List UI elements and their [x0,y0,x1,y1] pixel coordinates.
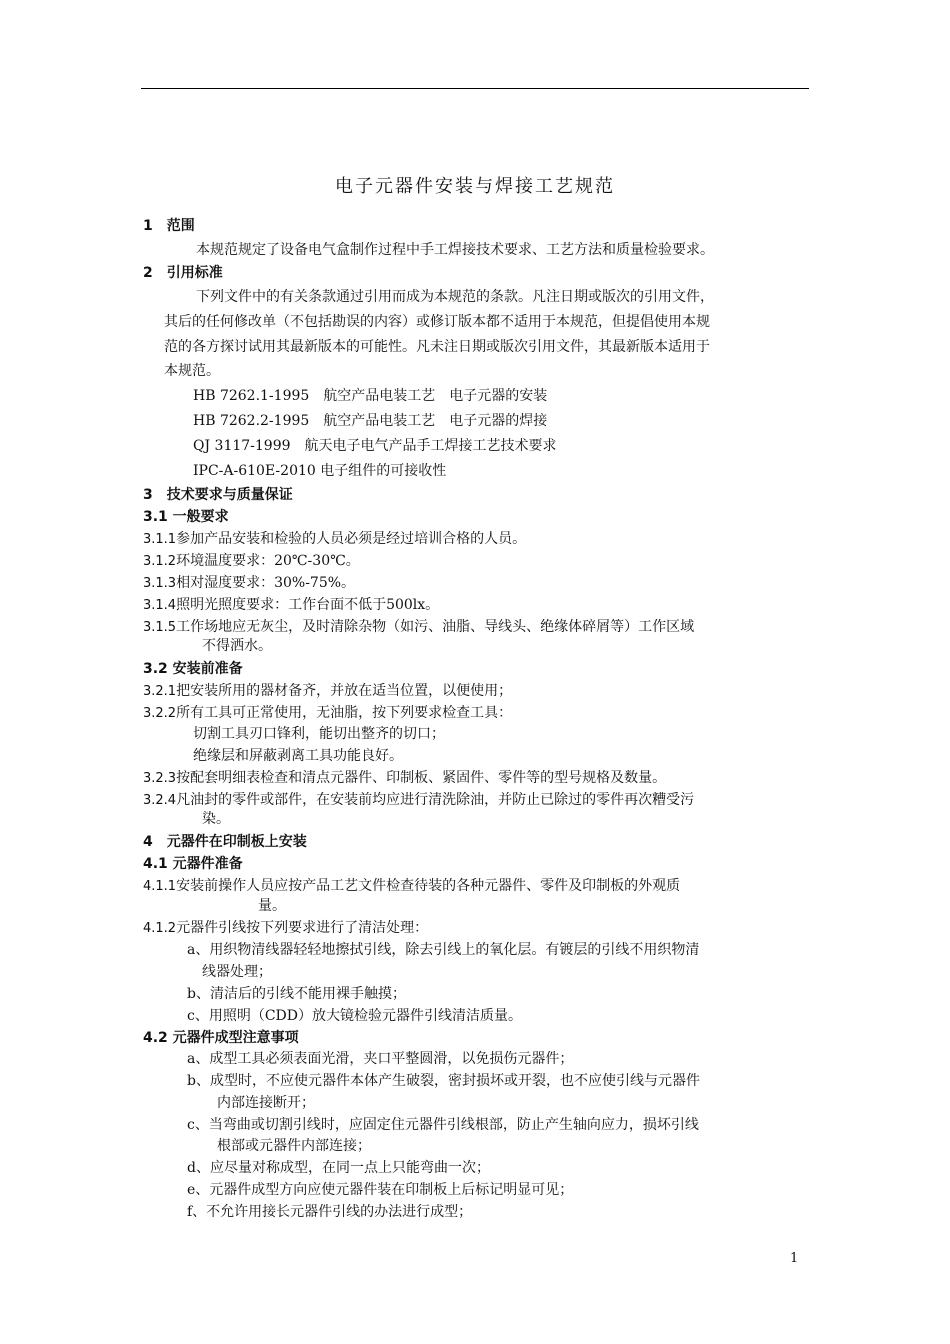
clause-number: 3.1.4 [143,598,177,613]
list-item-continuation: 根部或元器件内部连接； [217,1138,371,1154]
page-number: 1 [790,1251,799,1266]
list-item: c、当弯曲或切割引线时，应固定住元器件引线根部，防止产生轴向应力，损坏引线 [187,1117,699,1133]
section-4-2-heading: 4.2 元器件成型注意事项 [143,1030,299,1046]
clause-4-1-1 [143,876,680,897]
document-title: 电子元器件安装与焊接工艺规范 [335,176,615,197]
clause-number: 3.1.3 [143,576,177,591]
clause-3-1-5 [143,617,694,638]
clause-number: 3.1.5 [143,620,177,635]
list-item: f、不允许用接长元器件引线的办法进行成型； [187,1204,473,1220]
list-item: d、应尽量对称成型，在同一点上只能弯曲一次； [187,1160,490,1176]
list-item: a、成型工具必须表面光滑，夹口平整圆滑，以免损伤元器件； [187,1051,574,1067]
section-2-paragraph-line: 范的各方探讨试用其最新版本的可能性。凡未注日期或版次引用文件，其最新版本适用于 [164,339,710,355]
reference-item: IPC-A-610E-2010 电子组件的可接收性 [193,463,447,479]
clause-number: 3.2.1 [143,684,177,699]
tool-requirement: 绝缘层和屏蔽剥离工具功能良好。 [193,748,403,764]
clause-text: 工作场地应无灰尘，及时清除杂物（如污、油脂、导线头、绝缘体碎屑等）工作区域 [176,619,695,635]
section-2-paragraph-line: 本规范。 [164,363,220,379]
clause-continuation: 染。 [202,811,230,827]
clause-continuation: 不得洒水。 [202,638,272,654]
list-item: e、元器件成型方向应使元器件装在印制板上后标记明显可见； [187,1182,574,1198]
section-2-paragraph-line: 其后的任何修改单（不包括勘误的内容）或修订版本都不适用于本规范，但提倡使用本规 [164,314,710,330]
header-rule [141,88,809,89]
clause-3-1-1 [143,529,526,550]
section-3-heading: 3 技术要求与质量保证 [143,487,293,503]
reference-item: QJ 3117-1999 航天电子电气产品手工焊接工艺技术要求 [193,438,557,454]
list-item: b、成型时，不应使元器件本体产生破裂，密封损坏或开裂，也不应使引线与元器件 [187,1073,700,1089]
list-item-continuation: 内部连接断开； [217,1095,315,1111]
clause-3-1-3 [143,573,355,594]
clause-3-1-4 [143,595,439,616]
clause-number: 4.1.2 [143,921,177,936]
clause-text: 照明光照度要求：工作台面不低于500lx。 [176,597,440,613]
clause-text: 相对湿度要求：30%-75%。 [176,575,356,591]
list-item: c、用照明（CDD）放大镜检验元器件引线清洁质量。 [187,1008,523,1024]
clause-continuation: 量。 [258,898,286,914]
reference-item: HB 7262.1-1995 航空产品电装工艺 电子元器的安装 [193,388,548,404]
clause-number: 3.2.4 [143,793,177,808]
section-3-1-heading: 3.1 一般要求 [143,509,229,525]
section-1-heading: 1 范围 [143,218,195,234]
section-3-2-heading: 3.2 安装前准备 [143,661,243,677]
clause-3-2-4 [143,790,694,811]
clause-number: 3.1.1 [143,532,177,547]
section-2-paragraph-line: 下列文件中的有关条款通过引用而成为本规范的条款。凡注日期或版次的引用文件， [196,289,714,305]
clause-text: 按配套明细表检查和清点元器件、印制板、紧固件、零件等的型号规格及数量。 [176,770,667,786]
clause-number: 3.2.2 [143,706,177,721]
clause-text: 参加产品安装和检验的人员必须是经过培训合格的人员。 [176,531,527,547]
clause-text: 环境温度要求：20℃-30℃。 [176,553,360,569]
section-1-paragraph: 本规范规定了设备电气盒制作过程中手工焊接技术要求、工艺方法和质量检验要求。 [196,242,714,258]
clause-4-1-2 [143,918,428,939]
list-item: b、清洁后的引线不能用裸手触摸； [187,986,406,1002]
clause-text: 安装前操作人员应按产品工艺文件检查待装的各种元器件、零件及印制板的外观质 [176,878,681,894]
list-item: a、用织物清线器轻轻地擦拭引线，除去引线上的氧化层。有镀层的引线不用织物清 [187,942,700,958]
clause-3-2-3 [143,768,666,789]
clause-3-2-1 [143,681,512,702]
clause-number: 3.1.2 [143,554,177,569]
clause-text: 凡油封的零件或部件，在安装前均应进行清洗除油，并防止已除过的零件再次糟受污 [176,792,695,808]
section-4-heading: 4 元器件在印制板上安装 [143,834,307,850]
clause-text: 元器件引线按下列要求进行了清洁处理： [176,920,429,936]
clause-3-1-2 [143,551,360,572]
section-4-1-heading: 4.1 元器件准备 [143,856,243,872]
tool-requirement: 切割工具刃口锋利，能切出整齐的切口； [193,726,445,742]
clause-number: 3.2.3 [143,771,177,786]
list-item-continuation: 线器处理； [202,964,272,980]
clause-number: 4.1.1 [143,879,177,894]
clause-text: 把安装所用的器材备齐，并放在适当位置，以便使用； [176,683,513,699]
clause-3-2-2 [143,703,512,724]
reference-item: HB 7262.2-1995 航空产品电装工艺 电子元器的焊接 [193,413,548,429]
clause-text: 所有工具可正常使用，无油脂，按下列要求检查工具： [176,705,513,721]
section-2-heading: 2 引用标准 [143,265,223,281]
